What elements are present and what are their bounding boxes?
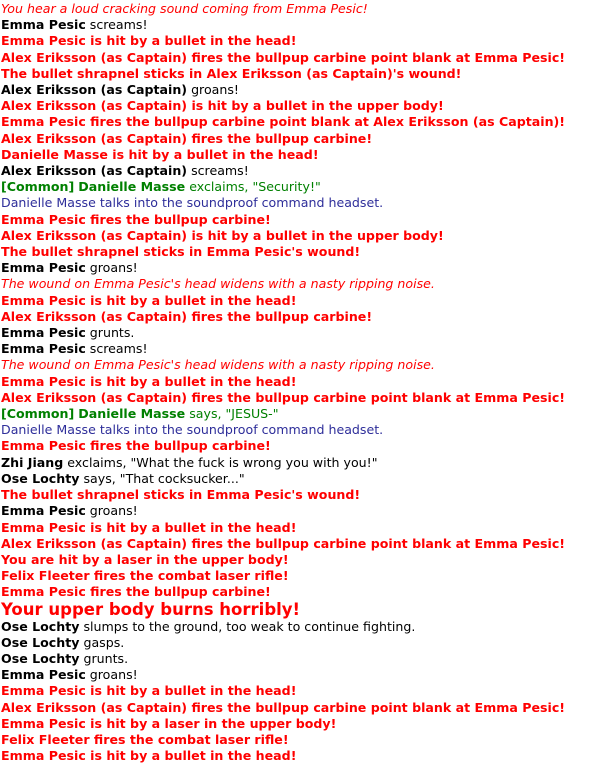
emote-text: gasps.: [79, 634, 125, 650]
log-line-warning: Alex Eriksson (as Captain) fires the bullpup carbine point blank at Emma Pesic!: [1, 699, 566, 715]
log-line-warning: Alex Eriksson (as Captain) fires the bullpup carbine point blank at Emma Pesic!: [1, 49, 566, 65]
emote-text: groans!: [85, 667, 138, 683]
log-line-userdanger: Your upper body burns horribly!: [1, 599, 301, 619]
log-line-warning: Emma Pesic fires the bullpup carbine!: [1, 584, 271, 600]
log-line-emote: [1, 341, 609, 357]
log-line-warning: The bullet shrapnel sticks in Emma Pesic's wound!: [1, 487, 361, 503]
log-line-headset: Danielle Masse talks into the soundproof command headset.: [1, 195, 384, 211]
log-line-warning: Alex Eriksson (as Captain) fires the bullpup carbine point blank at Emma Pesic!: [1, 389, 566, 405]
log-line-warning: The bullet shrapnel sticks in Alex Eriksson (as Captain)'s wound!: [1, 65, 462, 81]
log-line-emote: [1, 471, 609, 487]
speaker-name: Ose Lochty: [1, 634, 80, 650]
emote-text: groans!: [187, 82, 239, 98]
log-line-warning: Emma Pesic fires the bullpup carbine!: [1, 438, 271, 454]
log-line-warning: Alex Eriksson (as Captain) fires the bullpup carbine!: [1, 130, 373, 146]
log-line-warning: Emma Pesic is hit by a bullet in the head!: [1, 748, 297, 764]
speaker-name: Emma Pesic: [1, 667, 86, 683]
log-line-warning: Emma Pesic fires the bullpup carbine!: [1, 211, 271, 227]
log-line-warning: Alex Eriksson (as Captain) fires the bullpup carbine!: [1, 308, 373, 324]
emote-text: groans!: [85, 260, 138, 276]
log-line-emote: [1, 667, 609, 683]
log-line-emote: [1, 503, 609, 519]
log-line-warning: Emma Pesic is hit by a bullet in the head!: [1, 33, 297, 49]
radio-channel: [Common]: [1, 406, 75, 422]
log-line-emote: [1, 17, 609, 33]
log-line-warning: You are hit by a laser in the upper body!: [1, 551, 289, 567]
emote-text: screams!: [187, 163, 249, 179]
log-line-radio: [1, 179, 609, 195]
log-line-warning: Alex Eriksson (as Captain) fires the bullpup carbine point blank at Emma Pesic!: [1, 535, 566, 551]
log-line-italicwarn: You hear a loud cracking sound coming from Emma Pesic!: [1, 1, 368, 16]
log-line-emote: [1, 163, 609, 179]
speaker-name: Ose Lochty: [1, 650, 80, 666]
radio-text: exclaims, "Security!": [185, 179, 321, 195]
log-line-warning: Alex Eriksson (as Captain) is hit by a bullet in the upper body!: [1, 227, 444, 243]
log-line-warning: Felix Fleeter fires the combat laser rifle!: [1, 568, 289, 584]
speaker-name: Emma Pesic: [1, 503, 86, 519]
log-line-warning: Emma Pesic is hit by a bullet in the head!: [1, 373, 297, 389]
emote-text: grunts.: [79, 650, 129, 666]
emote-text: groans!: [85, 503, 138, 519]
emote-text: says, "That cocksucker...": [79, 470, 245, 486]
log-line-italicwarn: The wound on Emma Pesic's head widens with a nasty ripping noise.: [1, 357, 435, 373]
log-line-warning: Emma Pesic is hit by a bullet in the head!: [1, 519, 297, 535]
log-line-headset: Danielle Masse talks into the soundproof command headset.: [1, 422, 384, 438]
radio-channel: [Common]: [1, 179, 75, 195]
log-line-emote: [1, 82, 609, 98]
log-line-warning: Emma Pesic is hit by a bullet in the head!: [1, 683, 297, 699]
emote-text: slumps to the ground, too weak to continue fighting.: [79, 618, 416, 634]
log-line-emote: [1, 619, 609, 635]
speaker-name: Emma Pesic: [1, 325, 86, 341]
log-line-italicwarn: The wound on Emma Pesic's head widens with a nasty ripping noise.: [1, 276, 435, 292]
log-line-emote: [1, 651, 609, 667]
log-line-warning: Emma Pesic is hit by a bullet in the head!: [1, 292, 297, 308]
log-line-warning: Alex Eriksson (as Captain) is hit by a bullet in the upper body!: [1, 98, 444, 114]
radio-text: says, "JESUS-": [185, 406, 279, 422]
log-line-warning: Emma Pesic is hit by a laser in the upper body!: [1, 715, 337, 731]
speaker-name: Emma Pesic: [1, 260, 86, 276]
speaker-name: Ose Lochty: [1, 618, 80, 634]
speaker-name: Danielle Masse: [78, 179, 186, 195]
log-line-emote: [1, 325, 609, 341]
speaker-name: Zhi Jiang: [1, 454, 64, 470]
log-line-warning: Felix Fleeter fires the combat laser rifle!: [1, 731, 289, 747]
emote-text: screams!: [85, 341, 148, 357]
emote-text: exclaims, "What the fuck is wrong you with you!": [63, 454, 378, 470]
log-line-emote: [1, 455, 609, 471]
log-line-warning: Emma Pesic fires the bullpup carbine point blank at Alex Eriksson (as Captain)!: [1, 114, 566, 130]
log-line-radio: [1, 406, 609, 422]
log-line-emote: [1, 260, 609, 276]
speaker-name: Alex Eriksson (as Captain): [1, 82, 188, 98]
speaker-name: Emma Pesic: [1, 17, 86, 33]
log-line-warning: The bullet shrapnel sticks in Emma Pesic's wound!: [1, 244, 361, 260]
speaker-name: Alex Eriksson (as Captain): [1, 163, 188, 179]
speaker-name: Emma Pesic: [1, 341, 86, 357]
speaker-name: Danielle Masse: [78, 406, 186, 422]
log-line-warning: Danielle Masse is hit by a bullet in the head!: [1, 146, 319, 162]
emote-text: screams!: [85, 17, 148, 33]
speaker-name: Ose Lochty: [1, 470, 80, 486]
emote-text: grunts.: [85, 325, 135, 341]
log-line-emote: [1, 635, 609, 651]
